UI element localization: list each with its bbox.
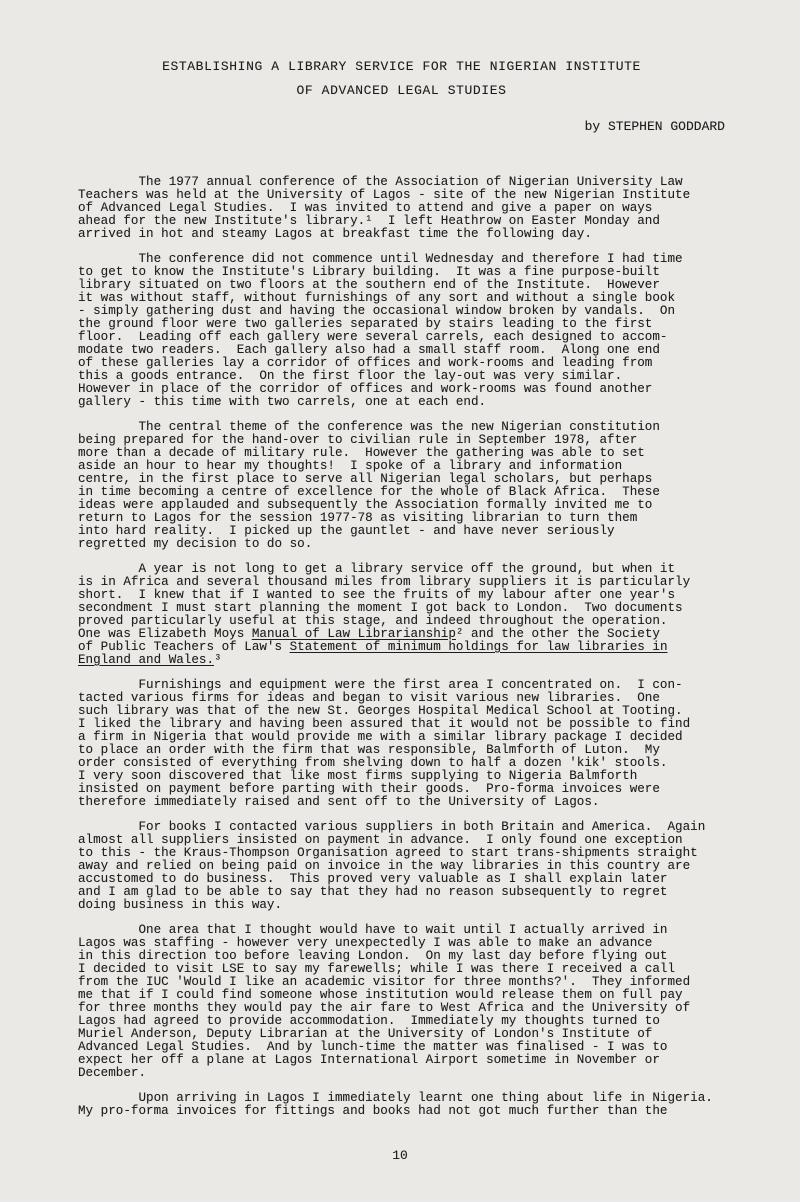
text-run: Lagos had agreed to provide accommodation. Immediately my thoughts turned to <box>78 1014 660 1028</box>
text-run: Advanced Legal Studies. And by lunch-time the matter was finalised - I was to <box>78 1040 668 1054</box>
paragraph <box>78 176 725 241</box>
paragraph <box>78 821 725 912</box>
text-line <box>78 396 725 409</box>
text-run: regretted my decision to do so. <box>78 537 313 551</box>
document-title <box>78 55 725 103</box>
text-run: doing business in this way. <box>78 898 283 912</box>
text-line <box>78 899 725 912</box>
title-line-1: ESTABLISHING A LIBRARY SERVICE FOR THE NIGERIAN INSTITUTE <box>162 59 641 74</box>
paragraph <box>78 253 725 409</box>
text-run: gallery - this time with two carrels, one at each end. <box>78 395 487 409</box>
text-run: The conference did not commence until Wednesday and therefore I had time <box>78 252 683 266</box>
text-run: it was without staff, without furnishings of any sort and without a single book <box>78 291 676 305</box>
text-run: - simply gathering dust and having the occasional window broken by vandals. On <box>78 304 676 318</box>
text-run: Furnishings and equipment were the first area I concentrated on. I con- <box>78 678 683 692</box>
text-run: tacted various firms for ideas and began to visit various new libraries. One <box>78 691 660 705</box>
text-run: I liked the library and having been assured that it would not be possible to find <box>78 717 691 731</box>
text-run: I very soon discovered that like most firms supplying to Nigeria Balmforth <box>78 769 638 783</box>
text-run: to place an order with the firm that was responsible, Balmforth of Luton. My <box>78 743 660 757</box>
text-run: proved particularly useful at this stage, and indeed throughout the operation. <box>78 614 668 628</box>
text-run: Upon arriving in Lagos I immediately learnt one thing about life in Nigeria. <box>78 1091 713 1105</box>
text-run: to get to know the Institute's Library building. It was a fine purpose-built <box>78 265 660 279</box>
text-run: in this direction too before leaving London. On my last day before flying out <box>78 949 668 963</box>
text-run: a firm in Nigeria that would provide me with a similar library package I decided <box>78 730 683 744</box>
text-run: secondment I must start planning the moment I got back to London. Two documents <box>78 601 683 615</box>
text-run: insisted on payment before parting with their goods. Pro-forma invoices were <box>78 782 660 796</box>
text-run: return to Lagos for the session 1977-78 as visiting librarian to turn them <box>78 511 638 525</box>
text-run: the ground floor were two galleries separated by stairs leading to the first <box>78 317 653 331</box>
text-run: for three months they would pay the air fare to West Africa and the University of <box>78 1001 691 1015</box>
text-run: ahead for the new Institute's library.¹ I left Heathrow on Easter Monday and <box>78 214 660 228</box>
page-number: 10 <box>392 1148 408 1163</box>
text-line <box>78 654 725 667</box>
text-run: Lagos was staffing - however very unexpectedly I was able to make an advance <box>78 936 653 950</box>
text-run: I decided to visit LSE to say my farewells; while I was there I received a call <box>78 962 676 976</box>
text-run: and I am glad to be able to say that they had no reason subsequently to regret <box>78 885 668 899</box>
text-run: My pro-forma invoices for fittings and books had not got much further than the <box>78 1104 668 1118</box>
text-run: being prepared for the hand-over to civilian rule in September 1978, after <box>78 433 638 447</box>
title-line-2: OF ADVANCED LEGAL STUDIES <box>296 83 507 98</box>
text-run: The central theme of the conference was the new Nigerian constitution <box>78 420 660 434</box>
text-run: Muriel Anderson, Deputy Librarian at the University of London's Institute of <box>78 1027 653 1041</box>
text-run: arrived in hot and steamy Lagos at breakfast time the following day. <box>78 227 592 241</box>
text-run: from the IUC 'Would I like an academic visitor for three months?'. They informed <box>78 975 691 989</box>
text-line <box>78 1067 725 1080</box>
byline: by STEPHEN GODDARD <box>584 119 725 134</box>
text-run: short. I knew that if I wanted to see the fruits of my labour after one year's <box>78 588 676 602</box>
text-line <box>78 1054 725 1067</box>
underlined-text: England and Wales. <box>78 653 215 667</box>
text-run: centre, in the first place to serve all Nigerian legal scholars, but perhaps <box>78 472 653 486</box>
text-run: accustomed to do business. This proved very valuable as I shall explain later <box>78 872 668 886</box>
text-run: floor. Leading off each gallery were several carrels, each designed to accom- <box>78 330 668 344</box>
text-run: to this - the Kraus-Thompson Organisation agreed to start trans-shipments straight <box>78 846 698 860</box>
paragraph <box>78 924 725 1080</box>
text-line <box>78 796 725 809</box>
paragraph <box>78 1092 725 1118</box>
paragraph <box>78 563 725 667</box>
underlined-text: Statement of minimum holdings for law libraries in <box>289 640 668 654</box>
text-line <box>78 538 725 551</box>
text-run: aside an hour to hear my thoughts! I spoke of a library and information <box>78 459 623 473</box>
text-run: modate two readers. Each gallery also had a small staff room. Along one end <box>78 343 660 357</box>
text-line <box>78 1105 725 1118</box>
text-run: For books I contacted various suppliers in both Britain and America. Again <box>78 820 706 834</box>
text-run: of Advanced Legal Studies. I was invited to attend and give a paper on ways <box>78 201 653 215</box>
text-run: ideas were applauded and subsequently the Association formally invited me to <box>78 498 653 512</box>
document-body <box>78 176 725 1118</box>
paragraph <box>78 421 725 551</box>
text-run: therefore immediately raised and sent off to the University of Lagos. <box>78 795 600 809</box>
text-run: ² and the other the Society <box>455 627 660 641</box>
text-run: The 1977 annual conference of the Association of Nigerian University Law <box>78 175 683 189</box>
text-run: One was Elizabeth Moys <box>78 627 252 641</box>
text-run: of Public Teachers of Law's <box>78 640 290 654</box>
text-run: into hard reality. I picked up the gauntlet - and have never seriously <box>78 524 615 538</box>
text-run: is in Africa and several thousand miles from library suppliers it is particularly <box>78 575 691 589</box>
text-run: December. <box>78 1066 147 1080</box>
text-run: this a goods entrance. On the first floor the lay-out was very similar. <box>78 369 623 383</box>
text-run: One area that I thought would have to wait until I actually arrived in <box>78 923 668 937</box>
text-run: away and relied on being paid on invoice in the way libraries in this country are <box>78 859 691 873</box>
text-run: library situated on two floors at the southern end of the Institute. However <box>78 278 660 292</box>
text-run: A year is not long to get a library service off the ground, but when it <box>78 562 676 576</box>
text-run: of these galleries lay a corridor of offices and work-rooms and leading from <box>78 356 653 370</box>
text-run: expect her off a plane at Lagos International Airport sometime in November or <box>78 1053 660 1067</box>
text-run: Teachers was held at the University of Lagos - site of the new Nigerian Institute <box>78 188 691 202</box>
paragraph <box>78 679 725 809</box>
text-run: in time becoming a centre of excellence for the whole of Black Africa. These <box>78 485 660 499</box>
text-run: However in place of the corridor of offices and work-rooms was found another <box>78 382 653 396</box>
text-run: me that if I could find someone whose institution would release them on full pay <box>78 988 683 1002</box>
text-run: almost all suppliers insisted on payment in advance. I only found one exception <box>78 833 683 847</box>
text-line <box>78 228 725 241</box>
text-run: more than a decade of military rule. However the gathering was able to set <box>78 446 645 460</box>
text-run: ³ <box>214 653 222 667</box>
underlined-text: Manual of Law Librarianship <box>251 627 456 641</box>
text-run: order consisted of everything from shelving down to half a dozen 'kik' stools. <box>78 756 668 770</box>
text-run: such library was that of the new St. Georges Hospital Medical School at Tooting. <box>78 704 683 718</box>
